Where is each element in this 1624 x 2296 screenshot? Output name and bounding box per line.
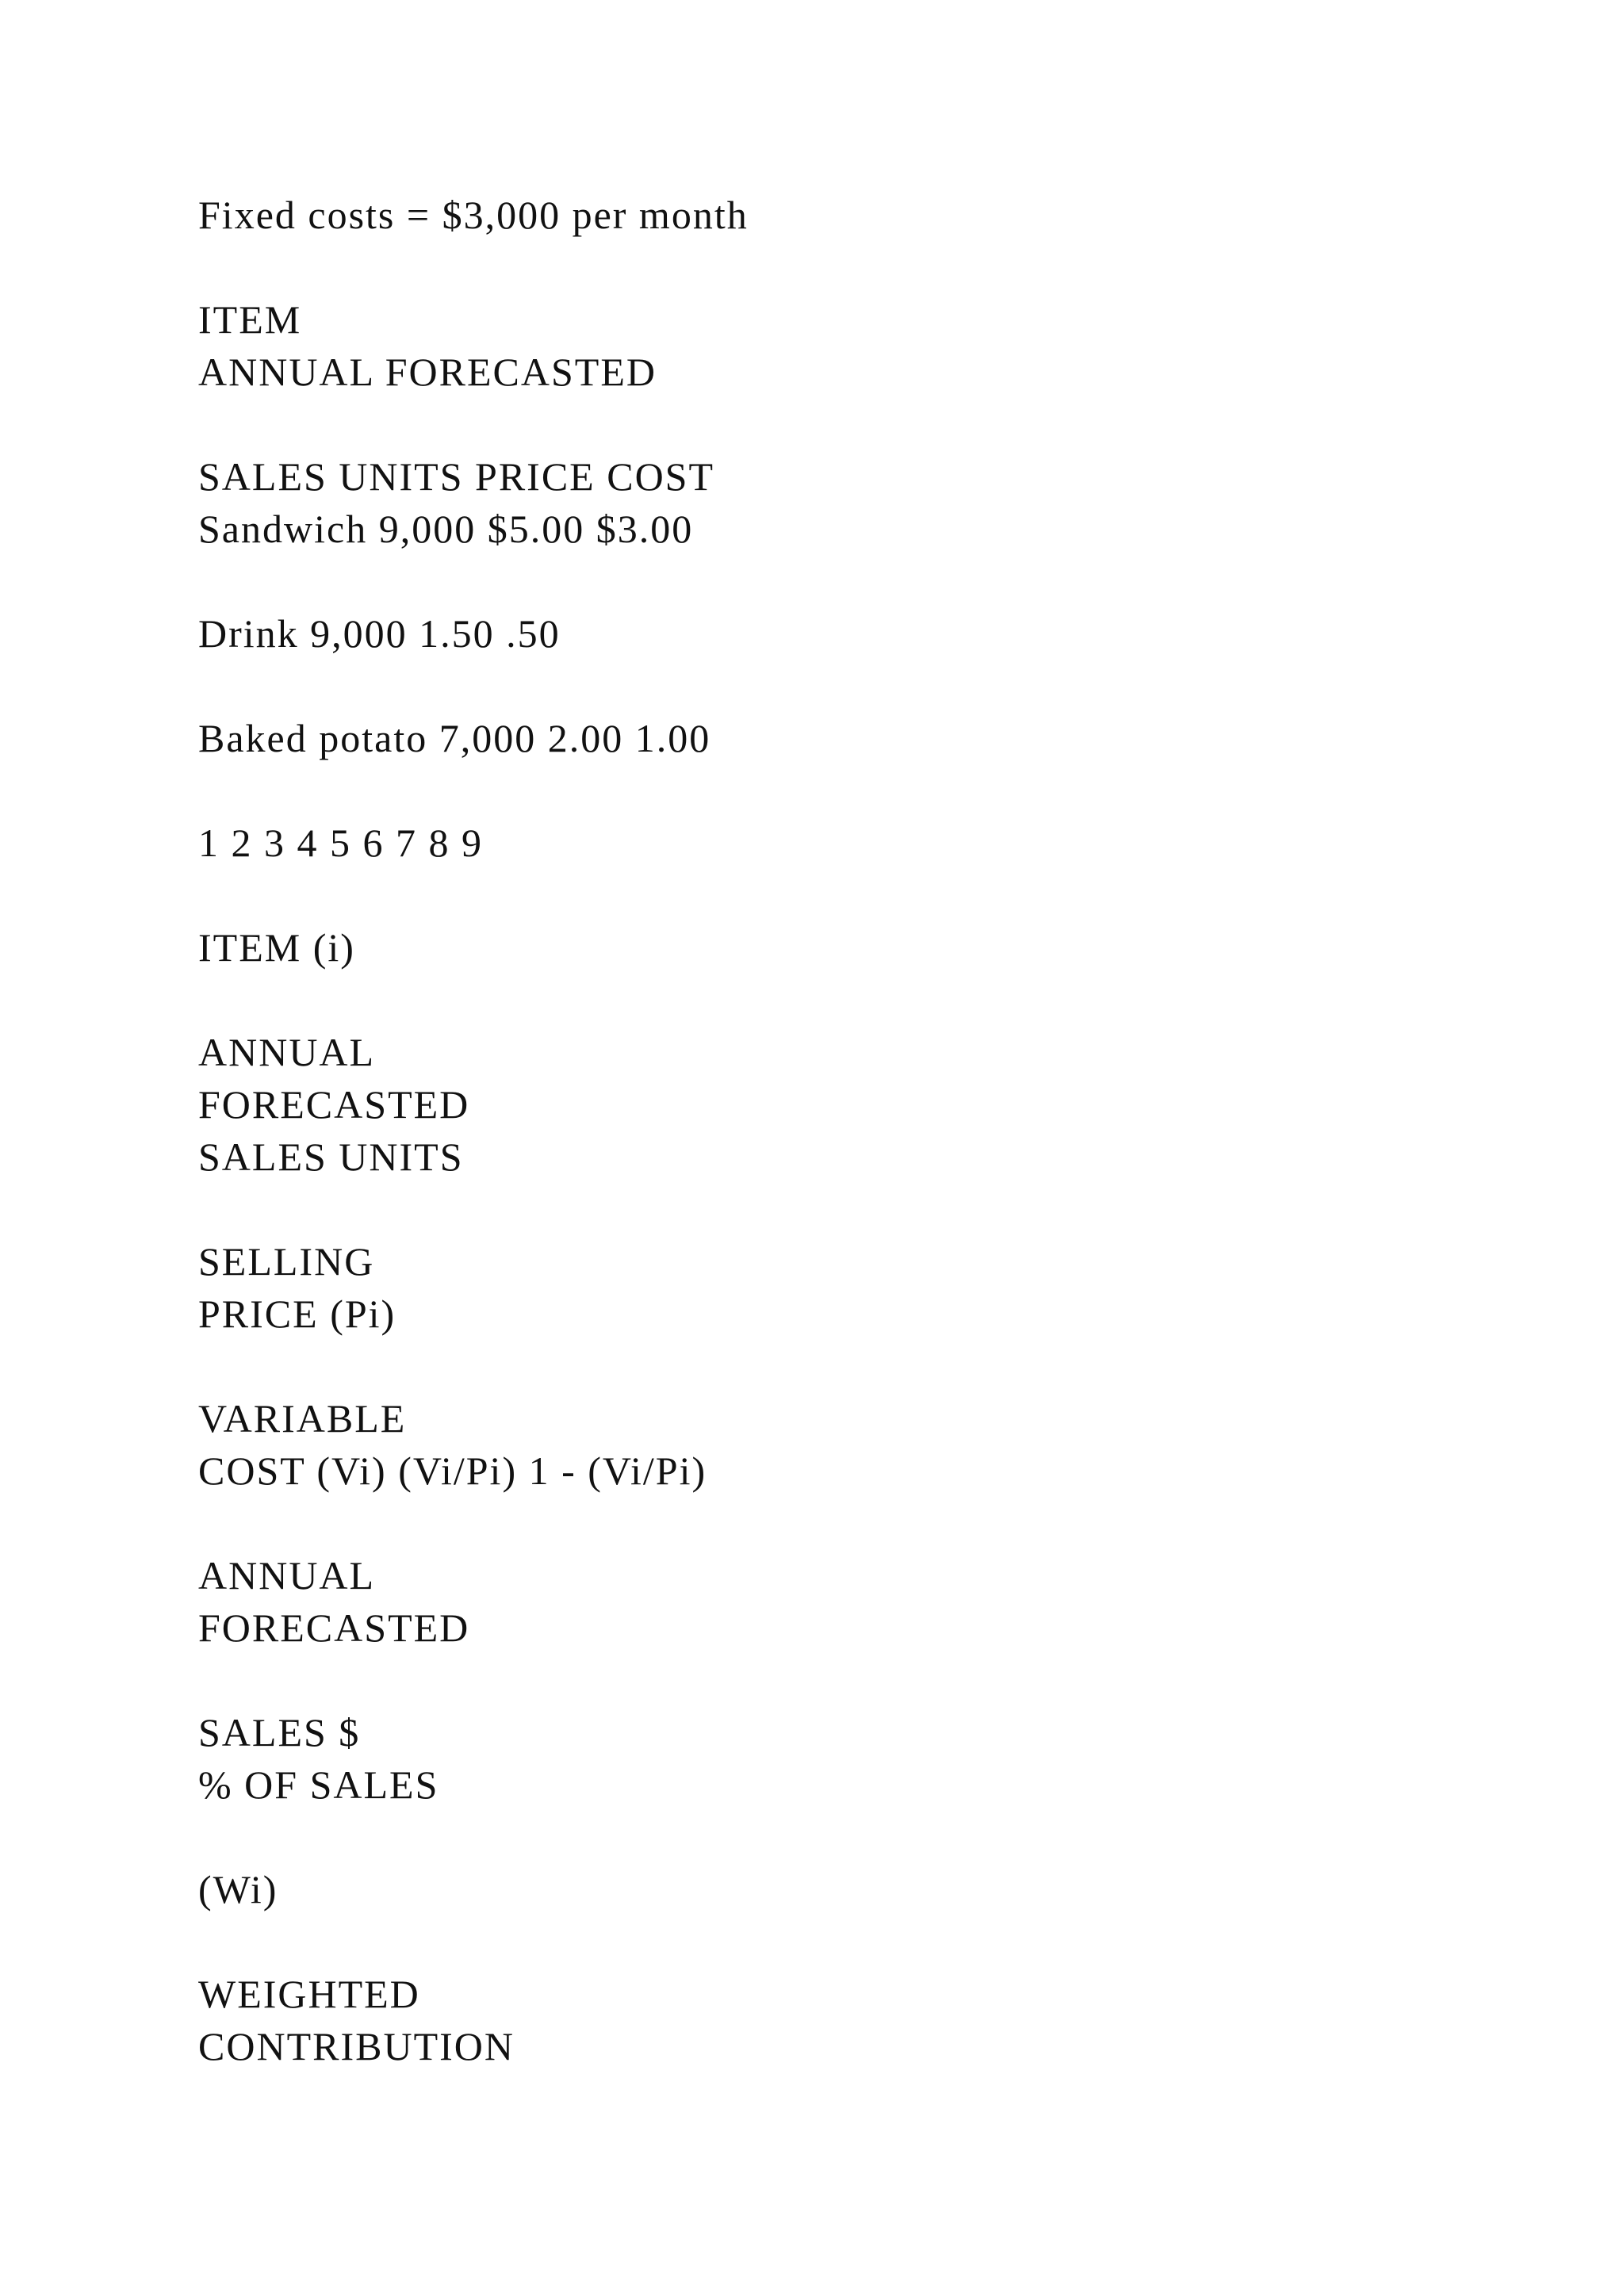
paragraph-sales-dollars xyxy=(198,1706,1546,1811)
paragraph-selling-price xyxy=(198,1235,1546,1340)
text-line: Drink 9,000 1.50 .50 xyxy=(198,611,561,656)
text-line: Sandwich 9,000 $5.00 $3.00 xyxy=(198,507,694,551)
paragraph-wi xyxy=(198,1863,1546,1915)
text-line: SALES UNITS xyxy=(198,1135,464,1179)
text-line: ANNUAL xyxy=(198,1553,376,1598)
paragraph-fixed-costs xyxy=(198,189,1546,241)
text-line: Fixed costs = $3,000 per month xyxy=(198,193,749,237)
text-line: ANNUAL FORECASTED xyxy=(198,350,657,394)
paragraph-item-i xyxy=(198,921,1546,974)
text-line: SALES UNITS PRICE COST xyxy=(198,454,715,499)
text-line: (Wi) xyxy=(198,1867,278,1911)
text-line: ITEM (i) xyxy=(198,925,355,970)
paragraph-baked-potato xyxy=(198,712,1546,764)
text-line: PRICE (Pi) xyxy=(198,1292,396,1336)
text-line: % OF SALES xyxy=(198,1762,439,1807)
text-line: Baked potato 7,000 2.00 1.00 xyxy=(198,716,711,760)
text-line: 1 2 3 4 5 6 7 8 9 xyxy=(198,821,483,865)
text-line: WEIGHTED xyxy=(198,1972,420,2016)
text-line: FORECASTED xyxy=(198,1605,470,1650)
text-line: SELLING xyxy=(198,1239,375,1284)
text-line: COST (Vi) (Vi/Pi) 1 - (Vi/Pi) xyxy=(198,1448,707,1493)
paragraph-drink xyxy=(198,607,1546,660)
paragraph-annual-forecasted xyxy=(198,1549,1546,1654)
paragraph-annual-forecasted-units xyxy=(198,1026,1546,1183)
text-line: CONTRIBUTION xyxy=(198,2024,515,2068)
text-line: ANNUAL xyxy=(198,1030,376,1074)
text-line: ITEM xyxy=(198,297,302,342)
paragraph-column-numbers xyxy=(198,817,1546,869)
paragraph-sales-sandwich xyxy=(198,450,1546,555)
text-line: VARIABLE xyxy=(198,1396,407,1441)
paragraph-variable-cost xyxy=(198,1392,1546,1497)
paragraph-item-header xyxy=(198,293,1546,398)
text-line: FORECASTED xyxy=(198,1082,470,1127)
document-body xyxy=(198,189,1546,2125)
text-line: SALES $ xyxy=(198,1710,361,1755)
paragraph-weighted-contribution xyxy=(198,1968,1546,2072)
